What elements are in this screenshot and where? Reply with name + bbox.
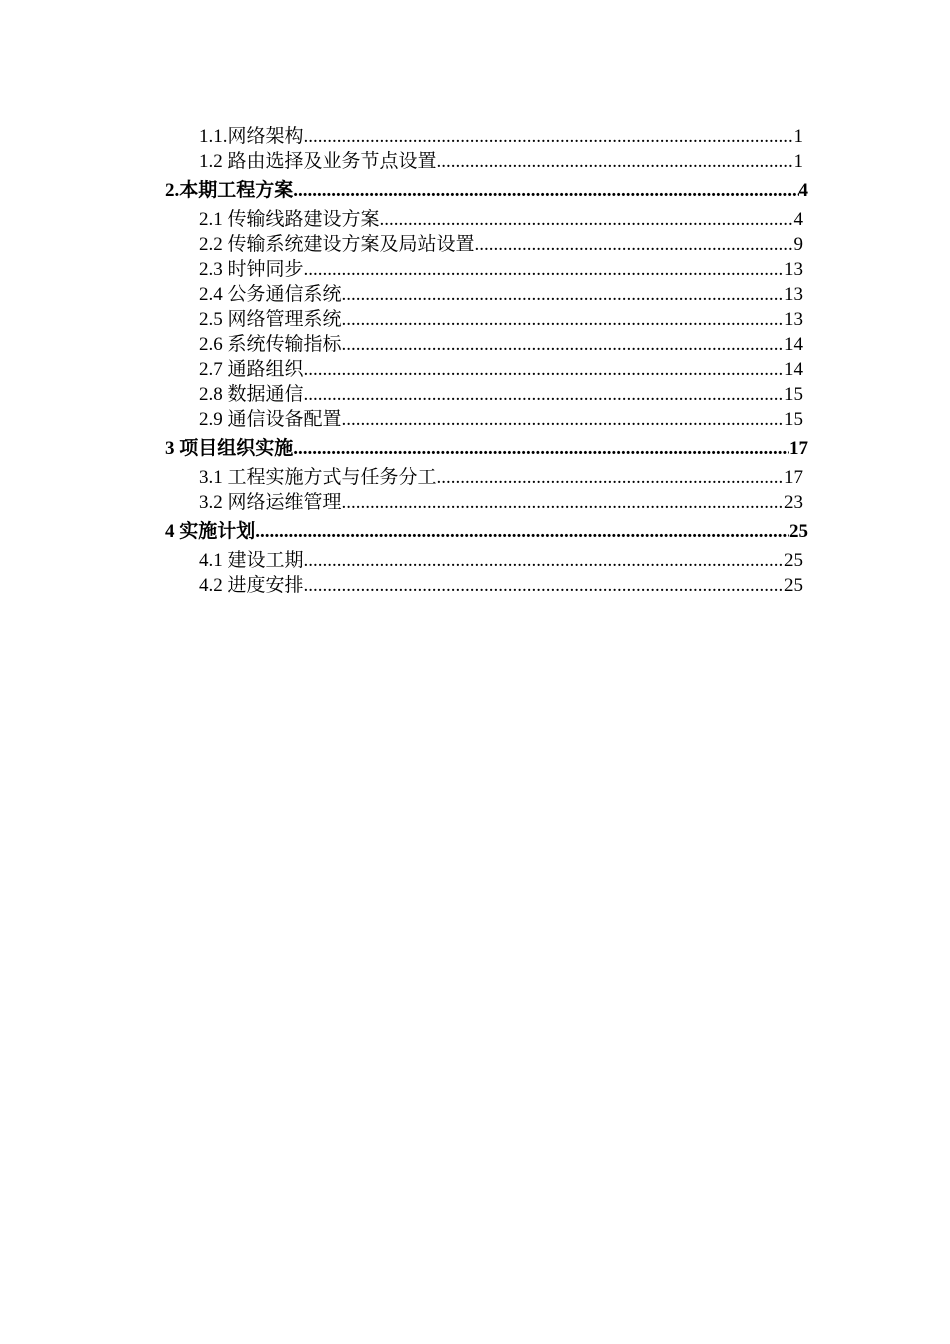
toc-chapter-entry[interactable] <box>165 436 808 461</box>
toc-dot-leader <box>342 307 784 332</box>
toc-entry-title: 2.6 系统传输指标 <box>199 334 342 355</box>
toc-dot-leader <box>304 573 784 598</box>
toc-entry-title: 4.1 建设工期 <box>199 550 304 571</box>
toc-dot-leader <box>437 149 794 174</box>
toc-dot-leader <box>380 207 794 232</box>
toc-entry-title: 2.本期工程方案 <box>165 180 294 201</box>
toc-dot-leader <box>304 257 784 282</box>
toc-entry[interactable] <box>165 149 808 174</box>
toc-dot-leader <box>342 282 784 307</box>
toc-entry-page: 15 <box>784 384 803 405</box>
toc-entry-page: 25 <box>784 575 803 596</box>
toc-entry[interactable] <box>165 465 808 490</box>
table-of-contents <box>165 124 808 598</box>
toc-entry-page: 4 <box>793 209 803 230</box>
toc-dot-leader <box>304 548 784 573</box>
toc-entry-page: 23 <box>784 492 803 513</box>
toc-entry-title: 2.3 时钟同步 <box>199 259 304 280</box>
toc-dot-leader <box>342 407 784 432</box>
toc-entry-page: 15 <box>784 409 803 430</box>
toc-dot-leader <box>293 178 798 203</box>
toc-entry-page: 13 <box>784 259 803 280</box>
toc-entry-page: 13 <box>784 309 803 330</box>
toc-entry-page: 1 <box>793 126 803 147</box>
toc-entry-title: 4 实施计划 <box>165 521 256 542</box>
toc-entry[interactable] <box>165 282 808 307</box>
toc-dot-leader <box>304 382 784 407</box>
toc-entry-page: 1 <box>793 151 803 172</box>
toc-entry-title: 2.9 通信设备配置 <box>199 409 342 430</box>
toc-entry[interactable] <box>165 257 808 282</box>
toc-entry-title: 1.1.网络架构 <box>199 126 304 147</box>
toc-entry-page: 14 <box>784 334 803 355</box>
toc-entry-page: 25 <box>789 521 808 542</box>
toc-entry-title: 2.7 通路组织 <box>199 359 304 380</box>
toc-dot-leader <box>255 519 789 544</box>
toc-entry-page: 9 <box>793 234 803 255</box>
toc-entry[interactable] <box>165 124 808 149</box>
toc-entry-page: 25 <box>784 550 803 571</box>
toc-entry-title: 2.1 传输线路建设方案 <box>199 209 380 230</box>
toc-chapter-entry[interactable] <box>165 178 808 203</box>
toc-entry-title: 4.2 进度安排 <box>199 575 304 596</box>
toc-entry[interactable] <box>165 207 808 232</box>
toc-entry-page: 17 <box>789 438 808 459</box>
toc-entry[interactable] <box>165 357 808 382</box>
toc-entry-title: 2.2 传输系统建设方案及局站设置 <box>199 234 475 255</box>
toc-entry-page: 17 <box>784 467 803 488</box>
toc-entry-page: 13 <box>784 284 803 305</box>
toc-dot-leader <box>475 232 794 257</box>
toc-entry-title: 2.8 数据通信 <box>199 384 304 405</box>
toc-dot-leader <box>437 465 784 490</box>
toc-entry[interactable] <box>165 382 808 407</box>
toc-entry-title: 1.2 路由选择及业务节点设置 <box>199 151 437 172</box>
toc-dot-leader <box>304 124 794 149</box>
toc-entry[interactable] <box>165 573 808 598</box>
toc-entry-title: 2.5 网络管理系统 <box>199 309 342 330</box>
toc-entry-page: 4 <box>798 180 808 201</box>
toc-dot-leader <box>304 357 784 382</box>
toc-chapter-entry[interactable] <box>165 519 808 544</box>
toc-entry[interactable] <box>165 332 808 357</box>
toc-entry-title: 2.4 公务通信系统 <box>199 284 342 305</box>
toc-entry-title: 3.1 工程实施方式与任务分工 <box>199 467 437 488</box>
toc-entry[interactable] <box>165 407 808 432</box>
toc-entry[interactable] <box>165 307 808 332</box>
toc-entry[interactable] <box>165 490 808 515</box>
toc-dot-leader <box>342 490 784 515</box>
toc-entry-page: 14 <box>784 359 803 380</box>
toc-entry[interactable] <box>165 548 808 573</box>
toc-entry-title: 3.2 网络运维管理 <box>199 492 342 513</box>
toc-entry[interactable] <box>165 232 808 257</box>
toc-entry-title: 3 项目组织实施 <box>165 438 294 459</box>
toc-dot-leader <box>342 332 784 357</box>
toc-dot-leader <box>293 436 789 461</box>
